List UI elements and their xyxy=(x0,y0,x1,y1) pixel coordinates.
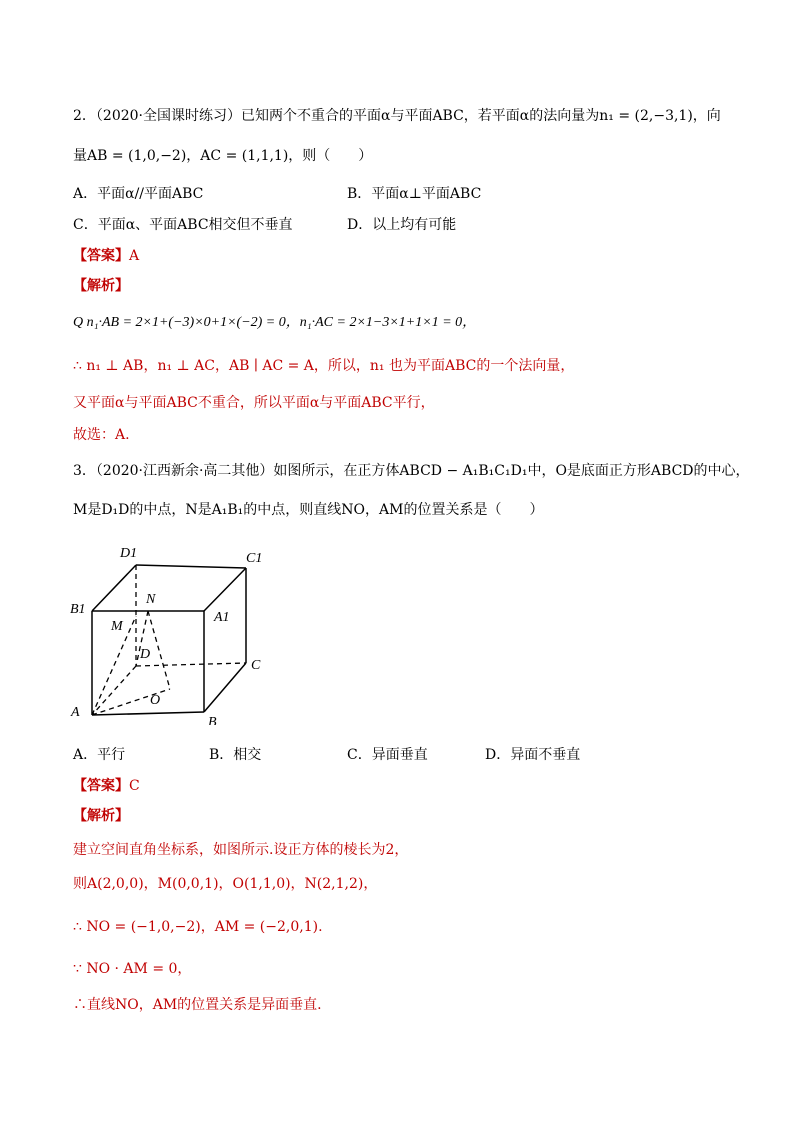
q3-analysis-label: 【解析】 xyxy=(73,808,129,824)
q2-analysis-line4: 故选：A. xyxy=(73,427,130,443)
q2-option-b: B．平面α⊥平面ABC xyxy=(347,186,482,202)
label-d1: D1 xyxy=(120,546,138,561)
label-d: D xyxy=(140,647,151,662)
q2-answer-label: 【答案】 xyxy=(73,248,129,264)
label-n: N xyxy=(146,592,156,607)
q3-stem-line2: M是D₁D的中点，N是A₁B₁的中点，则直线NO，AM的位置关系是（ ） xyxy=(73,502,544,518)
edge-d-c xyxy=(136,663,246,666)
edge-a-b xyxy=(92,712,204,715)
segment-n-o xyxy=(148,611,170,689)
q3-option-c: C．异面垂直 xyxy=(347,747,428,763)
label-o: O xyxy=(150,693,161,708)
q2-answer xyxy=(73,246,139,266)
edge-d-a xyxy=(92,666,136,715)
edge-b-c xyxy=(204,663,246,712)
edge-d1-c1 xyxy=(136,565,246,568)
q2-option-a: A．平面α//平面ABC xyxy=(73,186,204,202)
q3-option-d: D．异面不垂直 xyxy=(485,747,581,763)
q3-option-a: A．平行 xyxy=(73,747,126,763)
q3-answer xyxy=(73,776,140,796)
q2-stem-line2: 量AB = (1,0,−2)，AC = (1,1,1)，则（ ） xyxy=(73,148,373,164)
q3-stem-line1: 3．（2020·江西新余·高二其他）如图所示，在正方体ABCD − A₁B₁C₁D₁中，O是底面正方形ABCD的中心， xyxy=(73,463,750,479)
label-b1: B1 xyxy=(70,602,86,617)
q3-analysis-line2: 则A(2,0,0)，M(0,0,1)，O(1,1,0)，N(2,1,2)， xyxy=(73,876,378,892)
cube-figure xyxy=(68,540,283,725)
edge-c1-a1 xyxy=(204,568,246,611)
q2-analysis-line3: 又平面α与平面ABC不重合，所以平面α与平面ABC平行， xyxy=(73,395,435,411)
label-m: M xyxy=(111,619,123,634)
q3-analysis-line5: ∴直线NO，AM的位置关系是异面垂直. xyxy=(73,997,322,1013)
q3-answer-value: C xyxy=(129,778,140,794)
q2-analysis-line2: ∴ n₁ ⊥ AB，n₁ ⊥ AC，AB ∣ AC = A，所以，n₁ 也为平面ABC的一个法向量， xyxy=(73,358,575,374)
q3-analysis-line1: 建立空间直角坐标系，如图所示.设正方体的棱长为2， xyxy=(73,842,409,858)
q2-stem-line1: 2．（2020·全国课时练习）已知两个不重合的平面α与平面ABC，若平面α的法向量为n₁ = (2,−3,1)，向 xyxy=(73,108,721,124)
q2-analysis-line1: Q n₁·AB = 2×1+(−3)×0+1×(−2) = 0，n₁·AC = 2×1−3×1+1×1 = 0， xyxy=(73,315,477,330)
q3-answer-label: 【答案】 xyxy=(73,778,129,794)
q2-option-d: D．以上均有可能 xyxy=(347,217,457,233)
q2-answer-value: A xyxy=(129,248,140,264)
q3-option-b: B．相交 xyxy=(209,747,262,763)
edge-b1-d1 xyxy=(92,565,136,611)
label-c: C xyxy=(251,658,261,673)
label-a: A xyxy=(71,705,80,720)
q3-analysis-line3: ∴ NO = (−1,0,−2)，AM = (−2,0,1). xyxy=(73,919,323,935)
label-a1: A1 xyxy=(214,610,230,625)
q3-analysis-line4: ∵ NO · AM = 0， xyxy=(73,961,192,977)
label-c1: C1 xyxy=(246,551,263,566)
q2-option-c: C．平面α、平面ABC相交但不垂直 xyxy=(73,217,293,233)
q2-analysis-label: 【解析】 xyxy=(73,278,129,294)
label-b: B xyxy=(208,715,217,725)
